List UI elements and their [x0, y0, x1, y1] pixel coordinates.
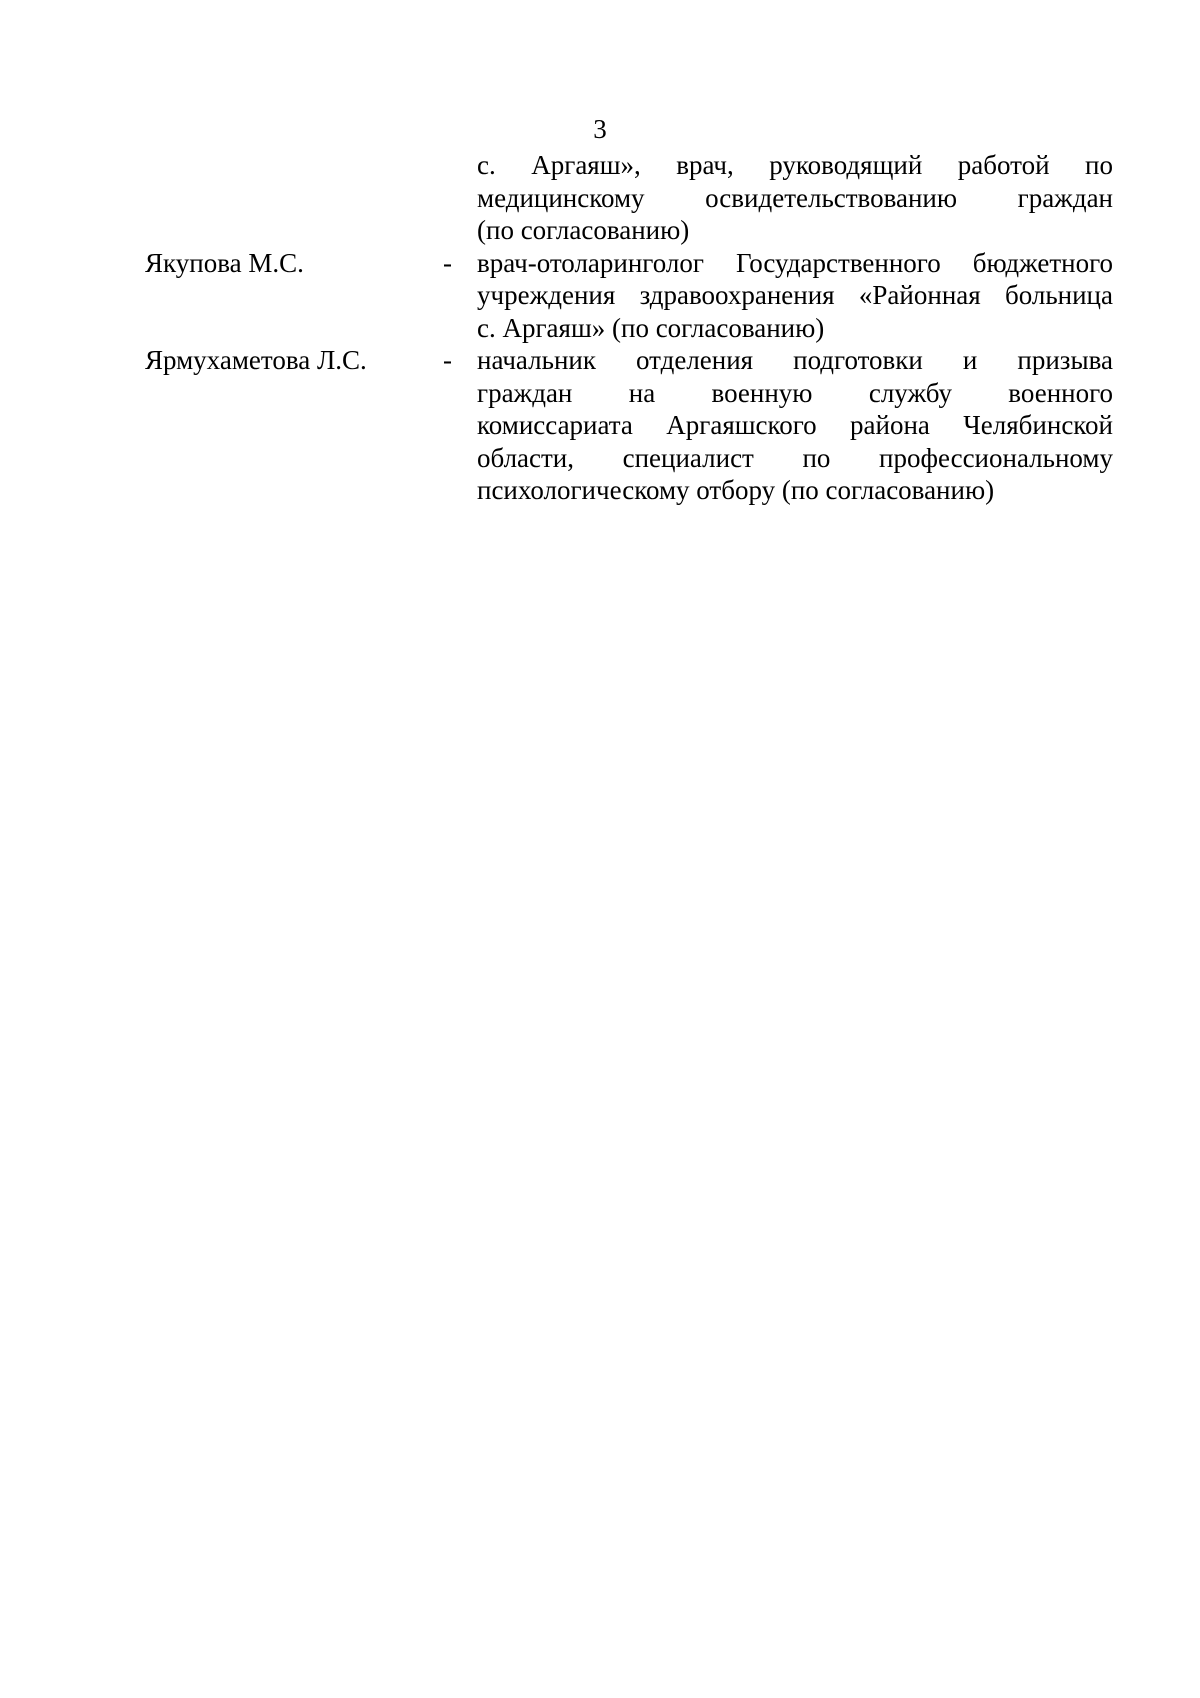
- member-row: [0, 149, 1200, 247]
- description-line: учреждения здравоохранения «Районная больница: [477, 280, 1113, 310]
- description-line: граждан на военную службу военного: [477, 377, 1113, 408]
- description-line: начальник отделения подготовки и призыва: [477, 345, 1113, 375]
- commission-member-list: [0, 149, 1200, 507]
- member-row: [0, 247, 1200, 345]
- member-dash: -: [443, 345, 452, 375]
- description-line: с. Аргаяш» (по согласованию): [477, 312, 825, 343]
- description-line: психологическому отбору (по согласованию): [477, 475, 995, 505]
- description-line: области, специалист по профессиональному: [477, 442, 1113, 473]
- member-description: [477, 247, 1113, 345]
- member-description: [477, 149, 1113, 247]
- member-row: [0, 344, 1200, 507]
- member-name: Якупова М.С.: [145, 247, 304, 278]
- description-line: с. Аргаяш», врач, руководящий работой по: [477, 150, 1113, 180]
- description-line: комиссариата Аргаяшского района Челябинской: [477, 410, 1113, 440]
- description-line: врач-отоларинголог Государственного бюджетного: [477, 247, 1113, 278]
- page-number: 3: [593, 114, 607, 144]
- member-dash: -: [443, 247, 452, 278]
- member-description: [477, 344, 1113, 507]
- description-line: медицинскому освидетельствованию граждан: [477, 182, 1113, 213]
- member-name: Ярмухаметова Л.С.: [145, 345, 367, 375]
- description-line: (по согласованию): [477, 215, 690, 245]
